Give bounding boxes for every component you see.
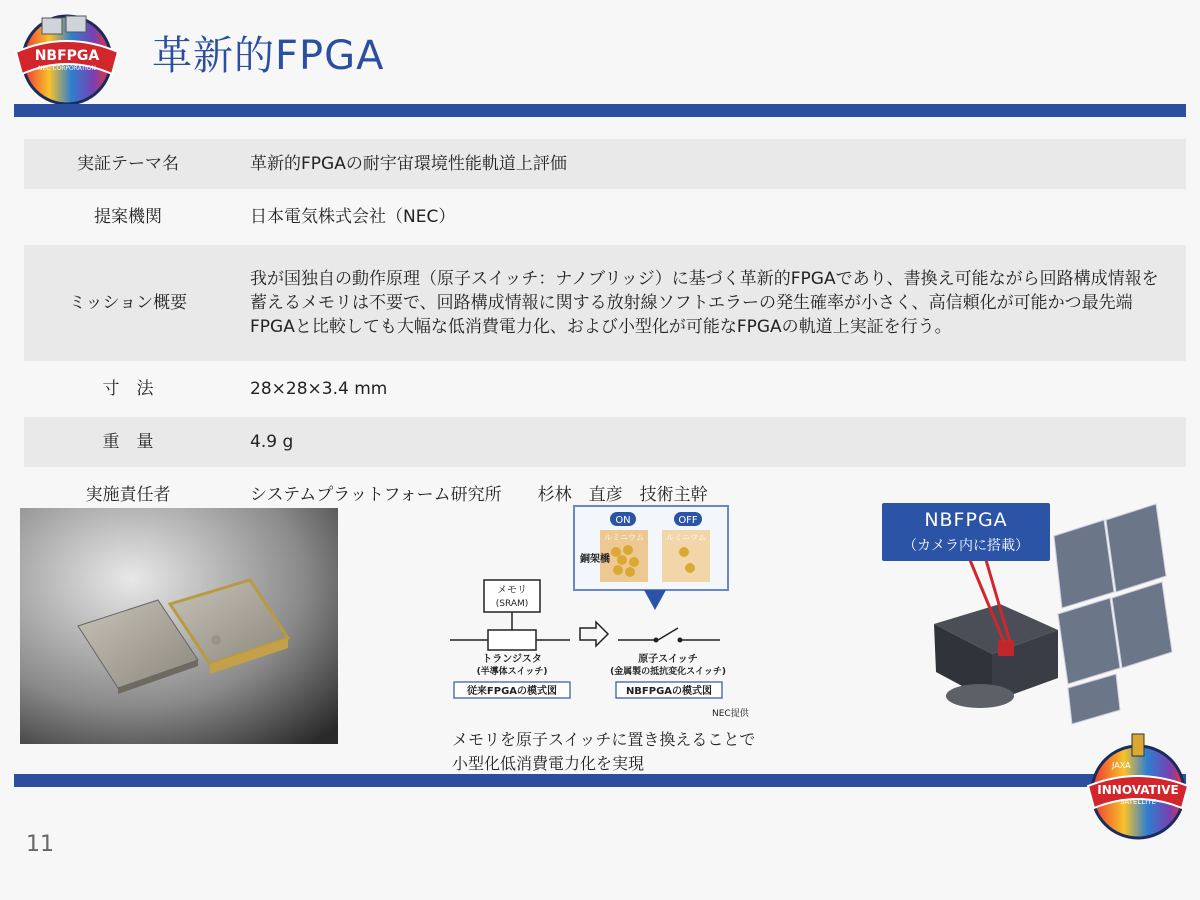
svg-text:メモリ: メモリ [497, 585, 527, 596]
person-name: 杉林 直彦 技術主幹 [537, 485, 708, 505]
solar-panels [1054, 504, 1172, 724]
row-label: 実証テーマ名 [24, 139, 232, 189]
row-label: 重 量 [24, 417, 232, 467]
innovative-satellite-badge [1084, 728, 1192, 846]
caption-line: 小型化低消費電力化を実現 [452, 754, 645, 773]
fpga-chip-photo [20, 508, 338, 744]
diagram-caption [452, 728, 812, 776]
row-label: ミッション概要 [24, 245, 232, 361]
transistor-symbol [488, 630, 536, 650]
table-row [24, 245, 1186, 361]
row-value: 革新的FPGAの耐宇宙環境性能軌道上評価 [232, 139, 1186, 189]
svg-text:NEC CORPORATION: NEC CORPORATION [37, 65, 97, 72]
svg-text:NEC提供: NEC提供 [712, 709, 749, 719]
row-label: 実施責任者 [24, 470, 232, 520]
table-row [24, 364, 1186, 414]
svg-text:(金属製の抵抗変化スイッチ): (金属製の抵抗変化スイッチ) [610, 667, 726, 677]
table-row [24, 192, 1186, 242]
svg-text:従来FPGAの模式図: 従来FPGAの模式図 [466, 686, 558, 697]
right-arrow-icon [580, 622, 608, 646]
svg-text:ルミニウム: ルミニウム [666, 533, 706, 542]
svg-text:INNOVATIVE: INNOVATIVE [1097, 783, 1179, 797]
svg-text:トランジスタ: トランジスタ [482, 654, 542, 665]
svg-text:原子スイッチ: 原子スイッチ [638, 654, 698, 665]
nbfpga-schematic-diagram [440, 500, 770, 722]
callout-title: NBFPGA [924, 509, 1008, 531]
svg-text:NBFPGA: NBFPGA [34, 48, 100, 64]
callout-subtitle: （カメラ内に搭載） [903, 538, 1029, 554]
page-title: 革新的FPGA [152, 33, 385, 79]
atom-switch-symbol [658, 628, 678, 640]
svg-text:ON: ON [615, 515, 631, 526]
row-label: 提案機関 [24, 192, 232, 242]
top-divider-bar [14, 104, 1186, 117]
bottom-divider-bar [14, 774, 1186, 787]
svg-text:銅架橋: 銅架橋 [580, 554, 610, 565]
row-value: 日本電気株式会社（NEC） [232, 192, 1186, 242]
nbfpga-callout [882, 503, 1050, 561]
table-row [24, 139, 1186, 189]
svg-text:(SRAM): (SRAM) [495, 599, 529, 609]
svg-text:OFF: OFF [678, 515, 698, 526]
row-value: 4.9 g [232, 417, 1186, 467]
org-name: システムプラットフォーム研究所 [250, 485, 502, 505]
svg-text:(半導体スイッチ): (半導体スイッチ) [476, 667, 548, 677]
svg-text:JAXA: JAXA [1112, 761, 1131, 770]
caption-line: メモリを原子スイッチに置き換えることで [452, 730, 756, 749]
svg-text:ルミニウム: ルミニウム [604, 533, 644, 542]
info-table [24, 136, 1186, 523]
page-number: 11 [26, 832, 54, 857]
svg-text:NBFPGAの模式図: NBFPGAの模式図 [625, 686, 713, 697]
svg-text:SATELLITE: SATELLITE [1119, 798, 1157, 806]
row-value: 我が国独自の動作原理（原子スイッチ：ナノブリッジ）に基づく革新的FPGAであり、書換え可能ながら回路構成情報を蓄えるメモリは不要で、回路構成情報に関する放射線ソフトエラーの発生確率が小さく、高信頼化が可能かつ最先端FPGAと比較しても大幅な低消費電力化、および小型化が可能なFPGAの軌道上実証を行う。 [232, 245, 1186, 361]
row-value: 28×28×3.4 mm [232, 364, 1186, 414]
camera-marker [998, 640, 1014, 656]
nbfpga-logo [12, 8, 122, 108]
row-label: 寸 法 [24, 364, 232, 414]
table-row [24, 417, 1186, 467]
